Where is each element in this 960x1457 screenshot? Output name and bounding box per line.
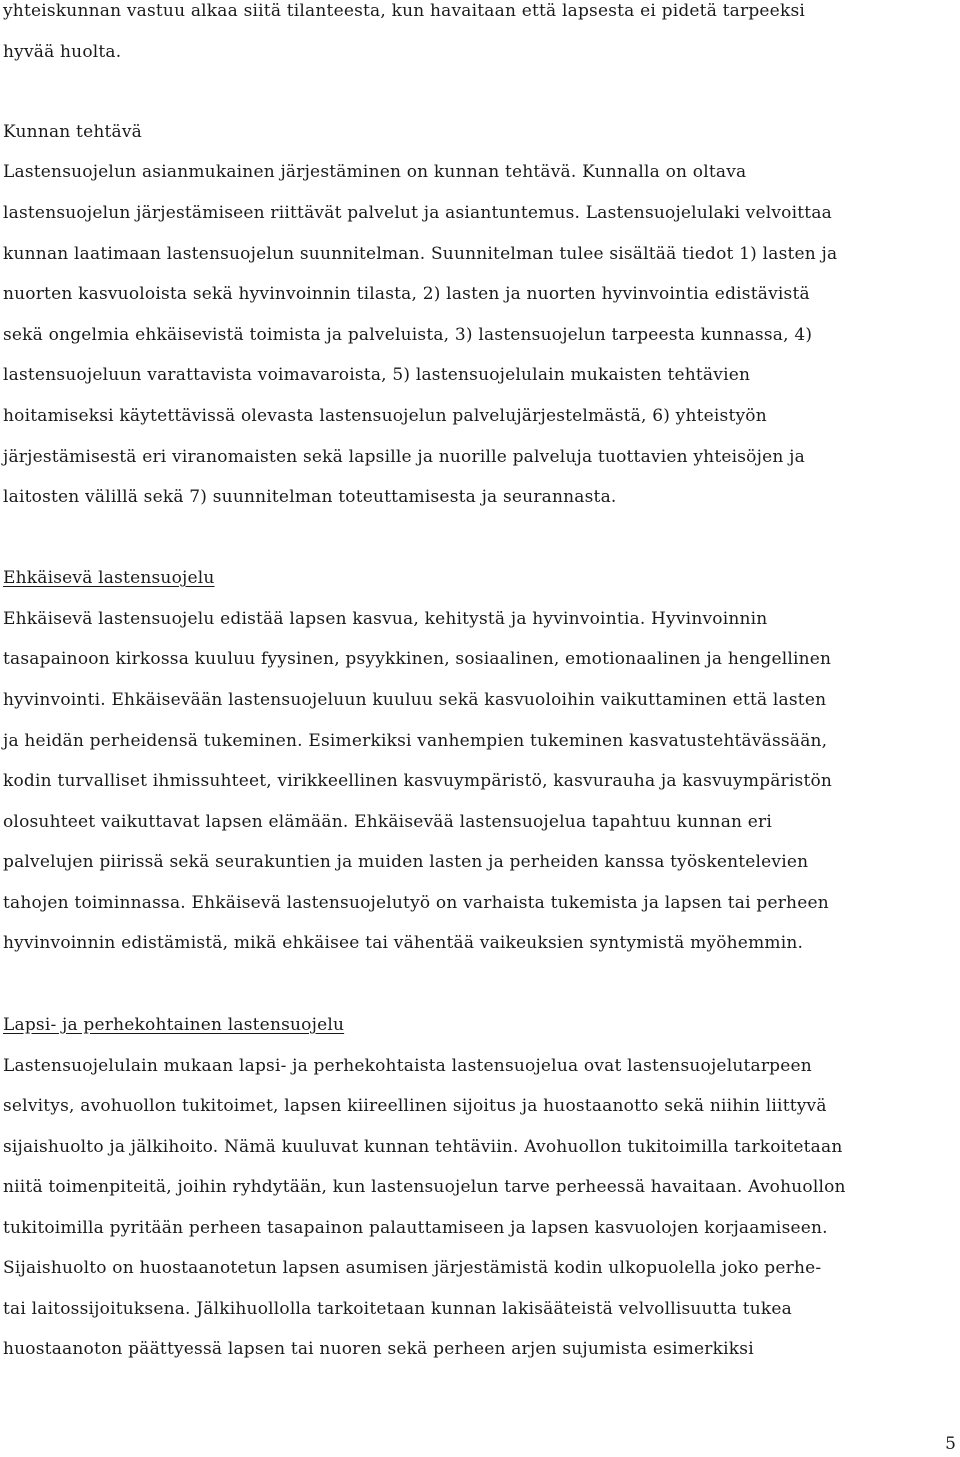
text-line: lastensuojelun järjestämiseen riittävät palvelut ja asiantuntemus. Lastensuojelulaki velvoittaa xyxy=(3,203,832,223)
section-heading: Ehkäisevä lastensuojelu xyxy=(3,568,215,588)
text-line: palvelujen piirissä sekä seurakuntien ja muiden lasten ja perheiden kanssa työskentelevien xyxy=(3,852,809,872)
text-line: Ehkäisevä lastensuojelu edistää lapsen kasvua, kehitystä ja hyvinvointia. Hyvinvoinnin xyxy=(3,609,768,629)
text-line: selvitys, avohuollon tukitoimet, lapsen kiireellinen sijoitus ja huostaanotto sekä niihin liittyvä xyxy=(3,1096,827,1116)
section-heading: Kunnan tehtävä xyxy=(3,122,143,142)
text-line: tahojen toiminnassa. Ehkäisevä lastensuojelutyö on varhaista tukemista ja lapsen tai perheen xyxy=(3,893,829,913)
text-line: nuorten kasvuoloista sekä hyvinvoinnin tilasta, 2) lasten ja nuorten hyvinvointia edistävistä xyxy=(3,284,810,304)
text-line: kodin turvalliset ihmissuhteet, virikkeellinen kasvuympäristö, kasvurauha ja kasvuympäristön xyxy=(3,771,833,791)
text-line: huostaanoton päättyessä lapsen tai nuoren sekä perheen arjen sujumista esimerkiksi xyxy=(3,1339,754,1359)
text-line: Lastensuojelun asianmukainen järjestäminen on kunnan tehtävä. Kunnalla on oltava xyxy=(3,162,747,182)
text-line: tai laitossijoituksena. Jälkihuollolla tarkoitetaan kunnan lakisääteistä velvollisuutta tukea xyxy=(3,1299,792,1319)
text-line: yhteiskunnan vastuu alkaa siitä tilanteesta, kun havaitaan että lapsesta ei pidetä tarpeeksi xyxy=(3,1,806,21)
text-line: niitä toimenpiteitä, joihin ryhdytään, kun lastensuojelun tarve perheessä havaitaan. Avohuollon xyxy=(3,1177,846,1197)
text-line: kunnan laatimaan lastensuojelun suunnitelman. Suunnitelman tulee sisältää tiedot 1) lasten ja xyxy=(3,244,838,264)
text-line: hyvinvointi. Ehkäisevään lastensuojeluun kuuluu sekä kasvuoloihin vaikuttaminen että lasten xyxy=(3,690,827,710)
text-line: Sijaishuolto on huostaanotetun lapsen asumisen järjestämistä kodin ulkopuolella joko perhe- xyxy=(3,1258,822,1278)
text-line: tasapainoon kirkossa kuuluu fyysinen, psyykkinen, sosiaalinen, emotionaalinen ja hengellinen xyxy=(3,649,832,669)
text-line: lastensuojeluun varattavista voimavaroista, 5) lastensuojelulain mukaisten tehtävien xyxy=(3,365,751,385)
text-line: olosuhteet vaikuttavat lapsen elämään. Ehkäisevää lastensuojelua tapahtuu kunnan eri xyxy=(3,812,773,832)
text-line: tukitoimilla pyritään perheen tasapainon palauttamiseen ja lapsen kasvuolojen korjaamiseen. xyxy=(3,1218,828,1238)
text-line: hyvinvoinnin edistämistä, mikä ehkäisee tai vähentää vaikeuksien syntymistä myöhemmin. xyxy=(3,933,804,953)
text-line: ja heidän perheidensä tukeminen. Esimerkiksi vanhempien tukeminen kasvatustehtävässään, xyxy=(3,731,828,751)
text-line: sekä ongelmia ehkäisevistä toimista ja palveluista, 3) lastensuojelun tarpeesta kunnassa, 4) xyxy=(3,325,813,345)
text-line: hoitamiseksi käytettävissä olevasta lastensuojelun palvelujärjestelmästä, 6) yhteistyön xyxy=(3,406,767,426)
text-line: hyvää huolta. xyxy=(3,42,122,62)
text-line: sijaishuolto ja jälkihoito. Nämä kuuluvat kunnan tehtäviin. Avohuollon tukitoimilla tarkoitetaan xyxy=(3,1137,843,1157)
section-heading: Lapsi- ja perhekohtainen lastensuojelu xyxy=(3,1015,345,1035)
text-line: laitosten välillä sekä 7) suunnitelman toteuttamisesta ja seurannasta. xyxy=(3,487,617,507)
text-line: järjestämisestä eri viranomaisten sekä lapsille ja nuorille palveluja tuottavien yhteisöjen ja xyxy=(3,447,805,467)
text-line: Lastensuojelulain mukaan lapsi- ja perhekohtaista lastensuojelua ovat lastensuojelutarpeen xyxy=(3,1056,812,1076)
page-number: 5 xyxy=(945,1434,956,1454)
